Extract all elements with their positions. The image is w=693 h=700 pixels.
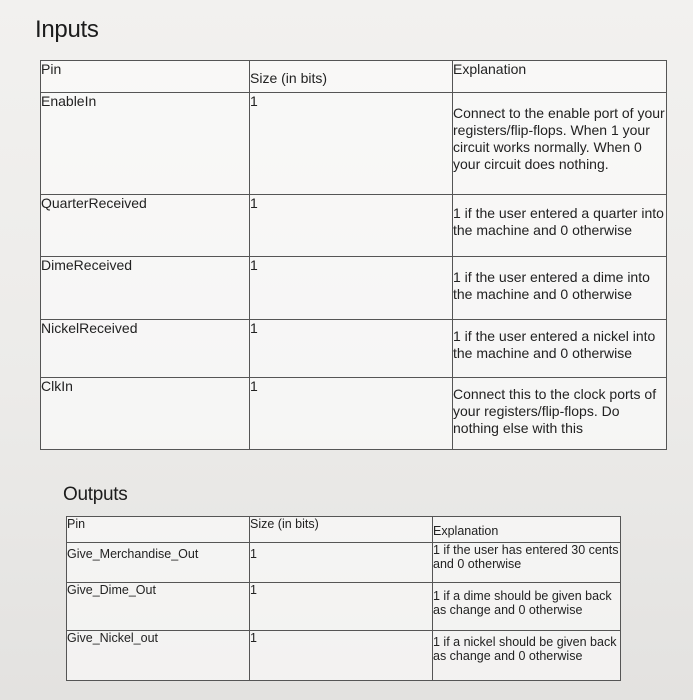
- table-row: [67, 543, 621, 583]
- header-pin: Pin: [41, 61, 250, 93]
- size-cell: 1: [250, 631, 433, 681]
- pin-cell: QuarterReceived: [41, 195, 250, 257]
- table-row: [41, 378, 667, 450]
- pin-cell: ClkIn: [41, 378, 250, 450]
- explanation-cell: 1 if a dime should be given back as change and 0 otherwise: [433, 583, 621, 631]
- size-cell: 1: [250, 320, 453, 378]
- pin-cell: Give_Merchandise_Out: [67, 543, 250, 583]
- pin-cell: EnableIn: [41, 93, 250, 195]
- table-row: [41, 320, 667, 378]
- explanation-cell: 1 if the user entered a dime into the machine and 0 otherwise: [453, 257, 667, 320]
- inputs-heading: Inputs: [35, 16, 99, 43]
- header-explanation: Explanation: [453, 61, 667, 93]
- explanation-cell: 1 if the user has entered 30 cents and 0 otherwise: [433, 543, 621, 583]
- size-cell: 1: [250, 93, 453, 195]
- header-explanation: Explanation: [433, 517, 621, 543]
- size-cell: 1: [250, 378, 453, 450]
- explanation-cell: 1 if the user entered a quarter into the machine and 0 otherwise: [453, 195, 667, 257]
- outputs-heading: Outputs: [63, 484, 128, 505]
- table-row: [67, 583, 621, 631]
- table-header-row: [67, 517, 621, 543]
- pin-cell: Give_Dime_Out: [67, 583, 250, 631]
- explanation-cell: Connect this to the clock ports of your registers/flip-flops. Do nothing else with this: [453, 378, 667, 450]
- size-cell: 1: [250, 583, 433, 631]
- header-size: Size (in bits): [250, 61, 453, 93]
- table-row: [41, 195, 667, 257]
- inputs-table: [40, 60, 667, 450]
- header-size: Size (in bits): [250, 517, 433, 543]
- outputs-table: [66, 516, 621, 681]
- size-cell: 1: [250, 257, 453, 320]
- explanation-cell: 1 if a nickel should be given back as change and 0 otherwise: [433, 631, 621, 681]
- size-cell: 1: [250, 543, 433, 583]
- header-pin: Pin: [67, 517, 250, 543]
- explanation-cell: 1 if the user entered a nickel into the machine and 0 otherwise: [453, 320, 667, 378]
- pin-cell: NickelReceived: [41, 320, 250, 378]
- size-cell: 1: [250, 195, 453, 257]
- explanation-cell: Connect to the enable port of your registers/flip-flops. When 1 your circuit works normally. When 0 your circuit does nothing.: [453, 93, 667, 195]
- table-header-row: [41, 61, 667, 93]
- table-row: [41, 257, 667, 320]
- table-row: [67, 631, 621, 681]
- pin-cell: Give_Nickel_out: [67, 631, 250, 681]
- table-row: [41, 93, 667, 195]
- pin-cell: DimeReceived: [41, 257, 250, 320]
